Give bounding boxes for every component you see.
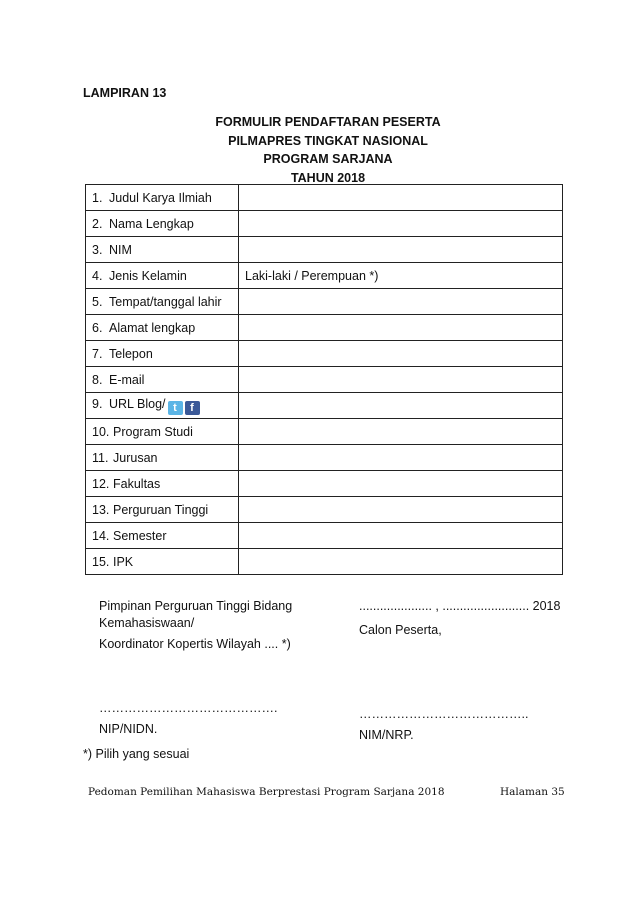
form-row [86, 523, 563, 549]
form-row-value-field[interactable] [239, 497, 563, 523]
form-row-label-cell [86, 497, 239, 523]
form-row-value-field[interactable] [239, 471, 563, 497]
row-number: 6. [92, 320, 103, 335]
title-line-4: TAHUN 2018 [290, 170, 366, 185]
form-row [86, 211, 563, 237]
form-row [86, 367, 563, 393]
form-row-value-field[interactable] [239, 237, 563, 263]
form-row-value-field[interactable] [239, 523, 563, 549]
row-label: Perguruan Tinggi [113, 502, 209, 517]
form-row-value-field[interactable] [239, 367, 563, 393]
nim-nrp-label: NIM/NRP. [359, 728, 414, 742]
row-number: 5. [92, 294, 103, 309]
form-row-value-field[interactable] [239, 549, 563, 575]
row-number: 9. [92, 396, 103, 411]
row-number: 13. [92, 502, 110, 517]
official-signature-dots[interactable]: ……………………………………. [99, 701, 278, 715]
title-line-2: PILMAPRES TINGKAT NASIONAL [228, 133, 428, 148]
row-number: 15. [92, 554, 110, 569]
row-number: 11. [92, 450, 109, 465]
form-row-value-field[interactable] [239, 289, 563, 315]
form-row-value-field[interactable] [239, 419, 563, 445]
form-row-label-cell [86, 341, 239, 367]
row-label: Alamat lengkap [109, 320, 196, 335]
row-number: 3. [92, 242, 103, 257]
row-number: 12. [92, 476, 110, 491]
form-row-value-field[interactable] [239, 315, 563, 341]
candidate-label: Calon Peserta, [359, 623, 442, 637]
form-row-value-field[interactable] [239, 211, 563, 237]
facebook-icon: f [185, 401, 200, 415]
form-row-label-cell [86, 289, 239, 315]
row-number: 10. [92, 424, 110, 439]
registration-form-table [85, 184, 563, 575]
form-row-label-cell [86, 367, 239, 393]
form-row-label-cell [86, 393, 239, 419]
signature-left [99, 598, 329, 653]
row-label: Nama Lengkap [109, 216, 194, 231]
row-number: 7. [92, 346, 103, 361]
nip-nidn-label: NIP/NIDN. [99, 722, 158, 736]
form-row [86, 549, 563, 575]
candidate-signature-dots[interactable]: ………………………………….. [359, 707, 529, 721]
row-label: IPK [113, 554, 134, 569]
official-title-line-1: Pimpinan Perguruan Tinggi Bidang [99, 599, 293, 613]
form-row-label-cell [86, 419, 239, 445]
form-row [86, 419, 563, 445]
form-row-label-cell [86, 185, 239, 211]
row-label: URL Blog/ [109, 396, 166, 411]
form-row-value-field[interactable] [239, 185, 563, 211]
row-label: Telepon [109, 346, 153, 361]
form-row [86, 445, 563, 471]
row-number: 4. [92, 268, 103, 283]
form-row [86, 315, 563, 341]
form-row [86, 237, 563, 263]
form-row [86, 263, 563, 289]
row-label: Semester [113, 528, 167, 543]
footer-left: Pedoman Pemilihan Mahasiswa Berprestasi Program Sarjana 2018 [88, 786, 445, 798]
form-row [86, 497, 563, 523]
form-row [86, 185, 563, 211]
form-row-label-cell [86, 549, 239, 575]
form-row-value-field[interactable] [239, 393, 563, 419]
row-label: E-mail [109, 372, 145, 387]
row-label: NIM [109, 242, 132, 257]
form-row-label-cell [86, 445, 239, 471]
form-row-value-field[interactable] [239, 341, 563, 367]
page-number: Halaman 35 [500, 786, 565, 798]
row-label: Jenis Kelamin [109, 268, 187, 283]
form-row [86, 341, 563, 367]
footnote: *) Pilih yang sesuai [83, 747, 190, 761]
row-label: Fakultas [113, 476, 161, 491]
row-label: Jurusan [113, 450, 158, 465]
row-label: Program Studi [113, 424, 193, 439]
title-line-1: FORMULIR PENDAFTARAN PESERTA [215, 115, 441, 129]
twitter-icon: t [168, 401, 183, 415]
official-title-line-3: Koordinator Kopertis Wilayah .... *) [99, 637, 291, 651]
form-row-label-cell [86, 471, 239, 497]
row-number: 8. [92, 372, 103, 387]
form-row [86, 289, 563, 315]
form-row [86, 471, 563, 497]
form-row-label-cell [86, 523, 239, 549]
row-label: Judul Karya Ilmiah [109, 190, 212, 205]
form-title [190, 113, 466, 187]
date-line[interactable]: ..................... , ......................... 2018 [359, 599, 561, 613]
official-title-line-2: Kemahasiswaan/ [99, 616, 195, 630]
form-row-label-cell [86, 211, 239, 237]
form-row-label-cell [86, 263, 239, 289]
form-row-value-field[interactable]: Laki-laki / Perempuan *) [239, 263, 563, 289]
lampiran-label: LAMPIRAN 13 [83, 86, 167, 100]
row-number: 14. [92, 528, 110, 543]
row-label: Tempat/tanggal lahir [109, 294, 222, 309]
row-number: 2. [92, 216, 103, 231]
form-row-value-field[interactable] [239, 445, 563, 471]
form-row [86, 393, 563, 419]
form-row-label-cell [86, 315, 239, 341]
form-row-label-cell [86, 237, 239, 263]
row-number: 1. [92, 190, 103, 205]
title-line-3: PROGRAM SARJANA [263, 152, 393, 166]
